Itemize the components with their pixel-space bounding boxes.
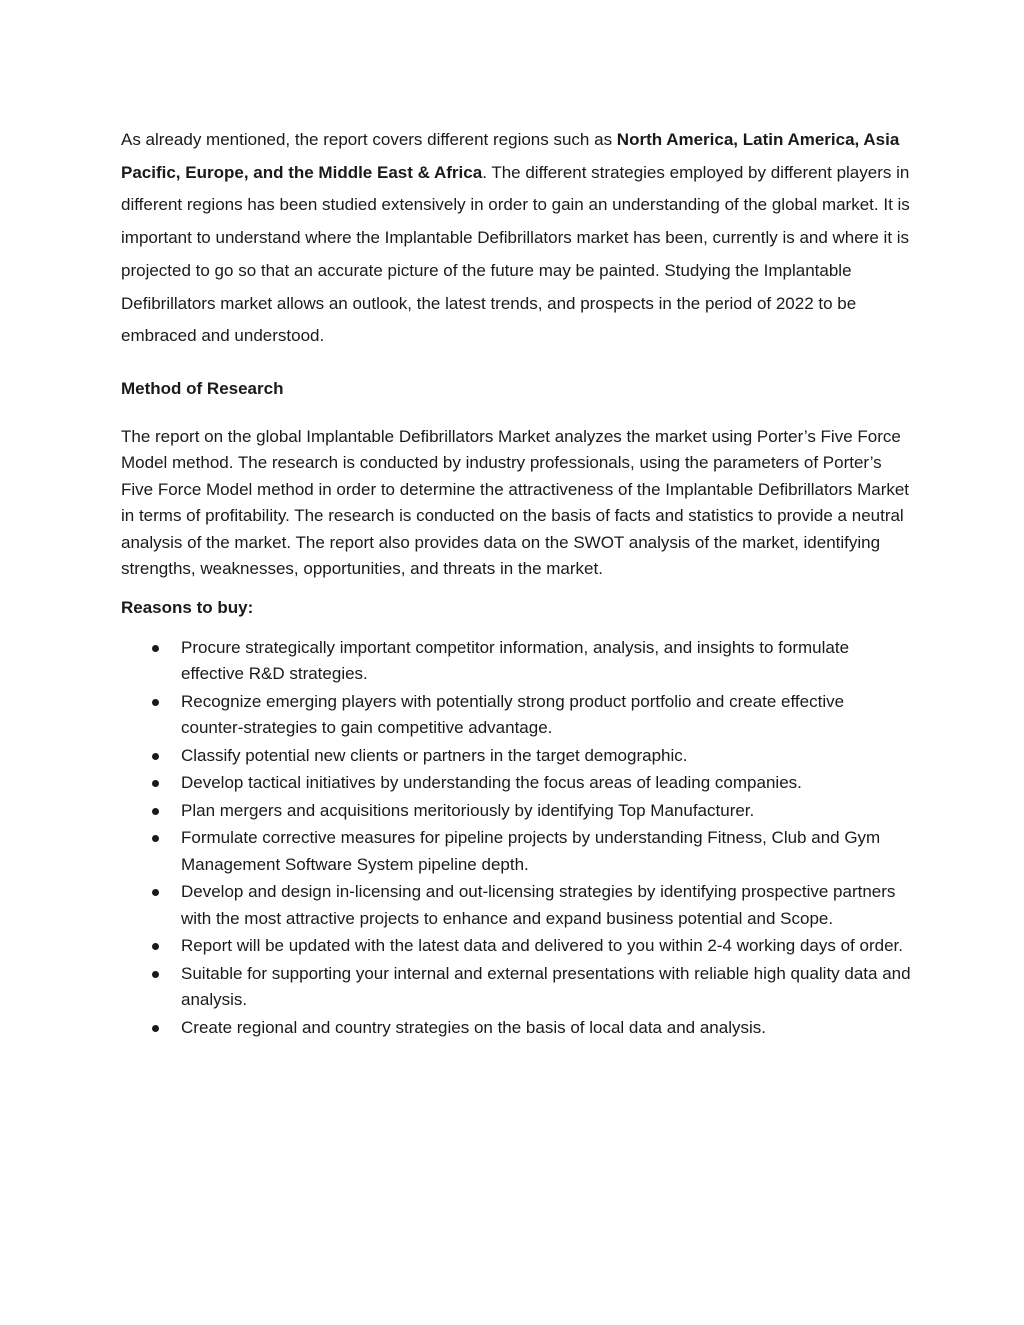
list-item-text: Formulate corrective measures for pipeline projects by understanding Fitness, Club and Gym Management Software System pipeline depth.: [181, 828, 881, 874]
list-item: [121, 825, 911, 878]
list-item: [121, 689, 911, 742]
list-item-text: Report will be updated with the latest data and delivered to you within 2-4 working days of order.: [181, 936, 903, 956]
list-item-text: Develop tactical initiatives by understanding the focus areas of leading companies.: [181, 773, 802, 793]
bullet-icon: [152, 943, 159, 950]
list-item-text: Procure strategically important competitor information, analysis, and insights to formulate effective R&D strategies.: [181, 637, 850, 684]
list-item: [121, 1015, 911, 1042]
bullet-icon: [152, 645, 159, 652]
list-item: [121, 743, 911, 770]
list-item-text: Classify potential new clients or partners in the target demographic.: [181, 745, 688, 765]
intro-regions-bold: North America, Latin America, Asia Pacific, Europe, and the Middle East & Africa: [121, 130, 900, 182]
list-item-text: Develop and design in-licensing and out-licensing strategies by identifying prospective partners with the most attractive projects to enhance and expand business potential and Scope.: [181, 882, 896, 928]
bullet-icon: [152, 808, 159, 815]
bullet-icon: [152, 780, 159, 787]
bullet-icon: [152, 699, 159, 706]
intro-text-before: As already mentioned, the report covers different regions such as: [121, 130, 617, 149]
document-page: [121, 124, 911, 1042]
list-item: [121, 933, 911, 960]
bullet-icon: [152, 835, 159, 842]
bullet-icon: [152, 753, 159, 760]
list-item: [121, 635, 911, 688]
list-item: [121, 770, 911, 797]
list-item-text: Suitable for supporting your internal and external presentations with reliable high quality data and analysis.: [181, 963, 911, 1010]
list-item: [121, 798, 911, 825]
bullet-icon: [152, 971, 159, 978]
reasons-list: [121, 635, 911, 1042]
list-item-text: Create regional and country strategies on the basis of local data and analysis.: [181, 1017, 766, 1037]
bullet-icon: [152, 1025, 159, 1032]
intro-paragraph: [121, 124, 911, 353]
list-item-text: Recognize emerging players with potentially strong product portfolio and create effective counter-strategies to gain competitive advantage.: [181, 691, 845, 738]
list-item-text: Plan mergers and acquisitions meritoriously by identifying Top Manufacturer.: [181, 800, 755, 820]
list-item: [121, 879, 911, 932]
intro-text-after: . The different strategies employed by different players in different regions has been studied extensively in order to gain an understanding of the global market. It is important to understand where the Implantable Defibrillators market has been, currently is and where it is projected to go so that an accurate picture of the future may be painted. Studying the Implantable Defibrillators market allows an outlook, the latest trends, and prospects in the period of 2022 to be embraced and understood.: [121, 162, 910, 346]
reasons-heading: Reasons to buy:: [121, 597, 254, 617]
method-heading: Method of Research: [121, 378, 284, 398]
list-item: [121, 961, 911, 1014]
bullet-icon: [152, 889, 159, 896]
method-paragraph: The report on the global Implantable Defibrillators Market analyzes the market using Porter’s Five Force Model method. The research is conducted by industry professionals, using the parameters of Porter’s Five Force Model method in order to determine the attractiveness of the Implantable Defibrillators Market in terms of profitability. The research is conducted on the basis of facts and statistics to provide a neutral analysis of the market. The report also provides data on the SWOT analysis of the market, identifying strengths, weaknesses, opportunities, and threats in the market.: [121, 426, 910, 579]
